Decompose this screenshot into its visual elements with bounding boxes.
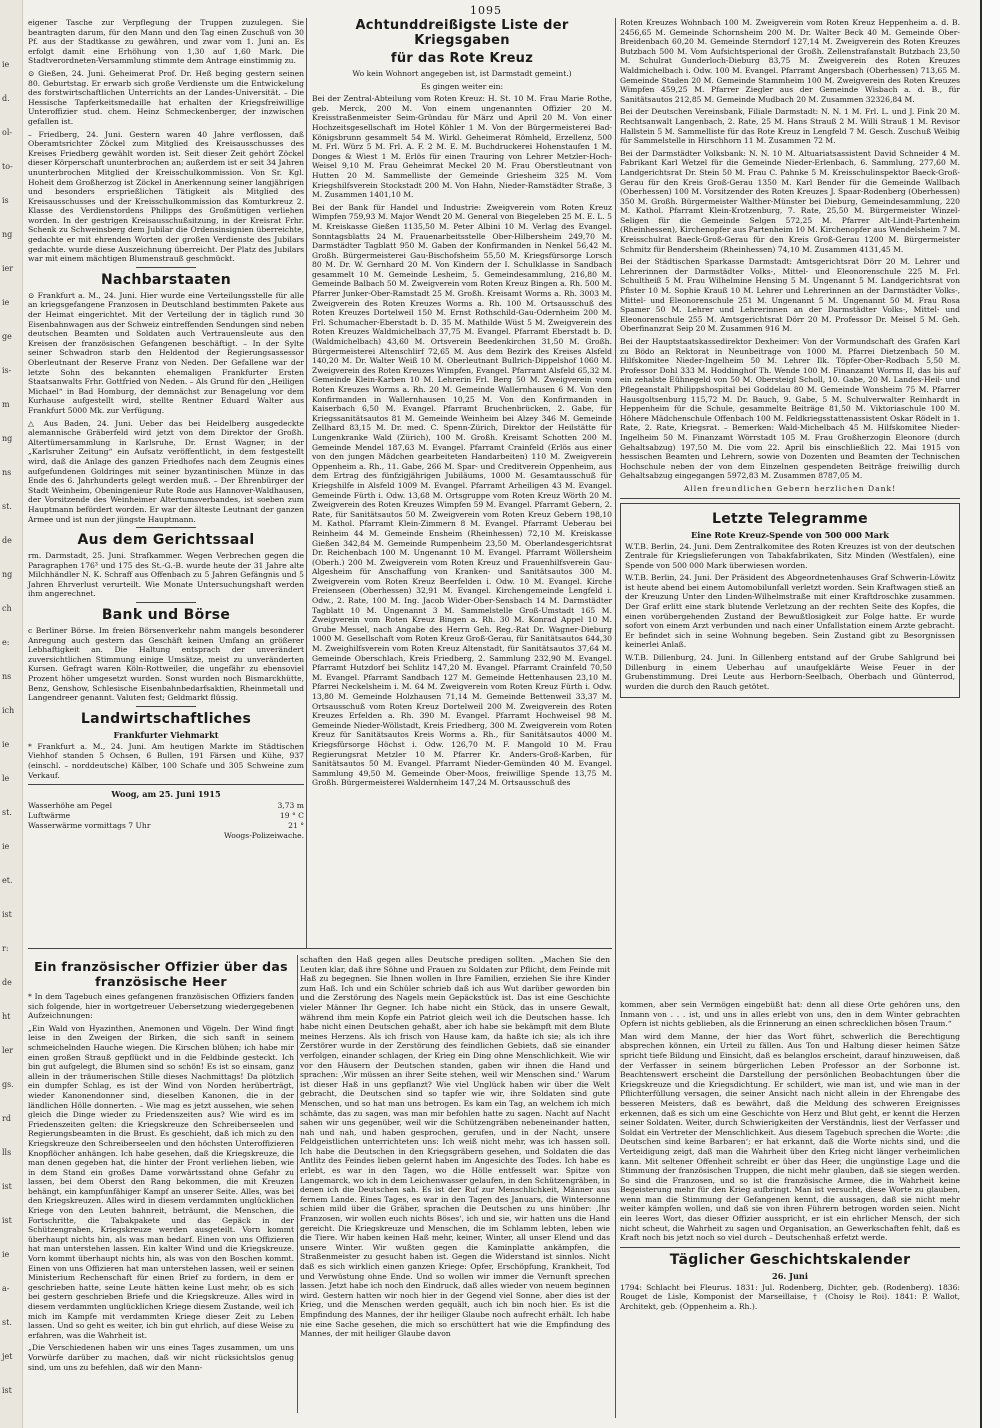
column-middle [312,18,612,791]
divider [136,267,196,268]
telegram-box [620,503,960,699]
donations-staatskasse: Bei der Hauptstaatskassedirektor Dexheimer: Von der Vormundschaft des Grafen Karl zu Bödo an Rektorat in Neunbeitrage von 1000 M. Pfarrei Dietzenbach 50 M. Hilfskomitee Nieder-Ingelheim 50 M. Lehrer Ilk. Töpfer-Ober-Rodbach 5,50 M. Professor Dohl 333 M. Hoddinghof Th. Wende 100 M. Finanzamt Worms II, das bis auf ein zehalste Eühnegeld von 50 M. Obersteigl Scholl, 10. Gabe, 20 M. Landes-Heil- und Pflegeanstalt Philippshospital bei Goddelau 80 M. Gemeinde Wonsheim 75 M. Pfarrer Hausgoltsenburg 115,72 M. Dr. Bauch, 9. Gabe, 5 M. Schulverwalter Reinhardt in Heppenheim für die Schule, gesammelte Beiträge 81,50 M. Viktoriaschule 100 M. Höhere Mädchenschule Offenbach 100 M. Feldkriegsstattenassistent Oskar Rödelt in 1. Rate, 2. Rate, Kriegsrat. – Bemerken: Wald-Michelbach 45 M. Hilfskomitee Nieder-Ingelheim 50 M. Finanzamt Wörrstadt 105 M. Frau Großherzogin Eleonore (durch Gehaltsabzug) 197,50 M. Die vom 22. April bis einschließlich 22. Mai 1915 von hessischen Beamten und Lehrern, sowie von Dozenten und Beamten der Technischen Hochschule neben der von dem Einzelnen gespendeten Beiträge freiwillig durch Gehaltsabzug eingegangen 5972,83 M. Zusammen 8787,05 M. [620,337,960,481]
edge-fragment: st. [2,1318,12,1327]
section-title-nachbarstaaten: Nachbarstaaten [100,271,232,288]
edge-fragment: d. [2,94,10,103]
column-rule [297,955,298,1413]
donations-zentral: Bei der Zentral-Abteilung vom Roten Kreuz: H. St. 10 M. Frau Marie Rothe, geb. Merck, 200 M. Von einem ungenannten Offizier 20 M. Kreisstraßenmeister Seim-Gründau für März und April 20 M. Von einer Hochzeitsgesellschaft im Hotel Köhler 1 M. Von der Bürgermeisterei Bad-Königsbrunn gesammelt 54 M. Wirkl. Geheimerat Römheld, Erzellenz, 500 M. Frl. Würz 5 M. Frl. A. F. 2 M. E. M. Buchdruckerei Hohenstaufen 1 M. Donges & Wiest 1 M. Erlös für einen Trauring von Lehrer Metzler-Hoch-Weisel 9,10 M. Frau Geheimrat Meckel 20 M. Frau Oberstleutnant von Hutten 20 M. Sammelliste der Gemeinde Griesheim 325 M. Vom Kriegshilfsverein Stockstadt 200 M. Von Hahn, Nieder-Ramstädter Straße, 3 M. Zusammen 1401,10 M. [312,94,612,200]
edge-fragment: de [2,978,12,987]
divider [620,1247,960,1248]
feature-body-3: schaften den Haß gegen alles Deutsche predigen sollten. „Machen Sie den Leuten klar, daß ihre Söhne und Frauen zu Soldaten zur Pflicht, dem Feinde mit Haß zu begegnen. Sie Ihnen wollen in Ihre Familien, erziehen Sie ihre Kinder zum Haß. Ich und ein Schüler schrieb daß ich aus Wut darüber geworden bin und die Zerstörung des Nagels mein Gepäckstück ist. Das ist eine Geschichte vieler Männer Ihr Gegner. Ich habe nicht ein Stück, das in unsere Gewalt, während ihm mein Kopfe ein Patriot gleich weil ich die Deutschen hasse. Ich habe nicht einen Deutschen gehaßt, aber ich habe sie bekämpft mit dem Blute meines Herzens. Als ich frisch von Hause kam, da haßte ich sie; als ich ihre Zerstörer wurde in der Zerstörung des feindlichen Gebiets, daß sie einander verfolgen, einander schlagen, der Krieg ein Ding ohne Menschlichkeit. Wie wir vor den Häusern der Deutschen standen, gaben wir ihnen die Hand und sprachen: ‚Wir müssen an ihrer Seite stehen, weil wir Menschen sind.‘ Warum ist dieser Haß in uns gepflanzt? Wie viel Unglück haben wir über die Welt gebracht, die Deutschen sind so tapfer wie wir, ihre Soldaten sind gute Menschen, und so hat man uns betrogen. Es kam ein Tag, an welchem ich mich schämte, das zu sagen, was man mir befohlen hatte zu sagen. Nacht auf Nacht sahen wir uns gegenüber, weil wir die Schützengräben nebeneinander hatten, nah und nah, und haben gesprochen, gerufen, und in der Nacht, unsere Feldgeistlichen unterrichteten uns: Ich weiß nicht mehr, was ich hassen soll. Ich habe die Deutschen in den Kriegsgräbern gesehen, und Soldaten die das Antlitz des Feindes lieben gelernt haben im Angesichte des Todes. Ich habe es erlebt, es war in den Tagen, wo die Hölle entfesselt war. Spitze von Langemarck, wo ich in dem Leichenwasser gelaufen, in den Schützengräben, in denen ich die Deutschen sah. Es ist der Ruf zur Menschlichkeit, Männer aus fernem Lande. Eines Tages, es war in den Tagen des Januars, die Wintersonne schien mild über die Gräber, sprachen die Deutschen zu uns hinüber: ‚Ihr Franzosen, wir wollen euch nichts Böses‘, ich und sie, wir hatten uns die Hand gereicht. Die Kriegskreuze und Menschen, die im Schlamm lebten, leben wie die Tiere. Wir haben keinen Haß mehr, keiner, Winter, all unser Elend und das unsere Winter. Wir wußten gegen die Kaminplatte ankämpfen, die Straßenmeister zu gesucht haben ist. Gegen die Widerstand ist sinnlos. Nicht daß es sich wirklich einen ganzen Kriege: Opfer, Erschöpfung, Krankheit, Tod und Verwüstung ohne Ende. Und so wollen wir immer die Vernunft sprechen lassen. Jetzt habe ich noch den Eindruck, daß alles wieder von neuem beginnen wird. Gestern hatten wir noch hier in der Gegend viel Sonne, aber dies ist der Krieg, und die Menschen werden gequält, auch ich bin noch hier. Es ist die Empfindung des Mannes, der ihr heiliger Glaube noch aufrecht erhält. Ich habe nie eine Sache gesehen, die mich so erschüttert hat wie die Empfindung des Mannes, der mit heiliger Glaube davon [300,955,610,1339]
donations-bank-handel: Bei der Bank für Handel und Industrie: Zweigverein vom Roten Kreuz Wimpfen 759,93 M. Major Wendt 20 M. General von Biegeleben 25 M. E. L. 5 M. Kreiskasse Gießen 1135,50 M. Peter Albini 10 M. Verlag des Evangel. Sonntagsblatts 24 M. Frauenarbeitsstelle Ober-Hilbersheim 249,70 M. Darmstädter Tagblatt 950 M. Gaben der Konfirmanden in Nenkel 56,42 M. Großh. Bürgermeisterei Gau-Bischofsheim 55,50 M. Kriegsfürsorge Lorsch 80 M. Dr. W. Gernhard 20 M. Von Kindern der I. Schulklasse in Sandbach gesammelt 10 M. Gemeinde Lesheim, 5. Gemeindesammlung, 216,80 M. Gemeinde Balbach 50 M. Zweigverein vom Roten Kreuz Bingen a. Rh. 500 M. Pfarrer Junker-Ober-Ramstadt 25 M. Großh. Kreisamt Worms a. Rh. 3003 M. Zweigverein des Roten Kreuzes Worms a. Rh. 100 M. Ortsausschuß des Roten Kreuzes Dortelweil 150 M. Ernst Rothschild-Gau-Odernheim 200 M. Frl. Schumacher-Eberstadt b. D. 35 M. Mathilde Wüst 5 M. Zweigverein des Roten Kreuzes Waldmichelbach 37,75 M. Evangel. Pfarramt Eberstadt b. D. (Waldmichelbach) 43,60 M. Ortsverein Beedenkirchen 31,50 M. Großh. Bürgermeisterei Altenschlirf 72,65 M. Aus dem Bezirk des Kreises Alsfeld 140,20 M. Dr. Walter Weiß 10 M. Oberleutnant Bullrich-Dippelshof 1060 M. Zweigverein des Roten Kreuzes Wimpfen, Evangel. Pfarramt Alsfeld 65,32 M. Gemeinde Klein-Karben 10 M. Lehrerin Frl. Berg 50 M. Zweigverein vom Roten Kreuzes Worms a. Rh. 20 M. Gemeinde Wallernhausen 6 M. Von den Konfirmanden in Wallernhausen 10,25 M. Von den Konfirmanden in Kaiserbach 6,50 M. Evangel. Pfarramt Bruchenbrücken, 2. Gabe, für Kriegssanitätsautos 81 M. Gemeinde Weinheim bei Alzey 346 M. Gemeinde Zellhard 83,15 M. Dr. med. C. Spenn-Zürich, Direktor der Heilstätte für Lungenkranke Wald (Zürich), 100 M. Großh. Kreisamt Schotten 200 M. Gemeinde Mendel 187,63 M. Evangel. Pfarramt Crainfeld (Erlös aus einer von den jungen Mädchen gearbeiteten Handarbeiten) 110 M. Zweigverein Oppenheim a. Rh., 11. Gabe, 266 M. Spar- und Creditverein Oppenheim, aus dem Ertrag des fünfzigjährigen Jubiläums, 1000 M. Gesamtausschuß für Kriegshilfe in Alsfeld 1009 M. Evangel. Pfarramt Arheiligen 43 M. Evangel. Gemeinde Fürth i. Odw. 13,68 M. Ortsgruppe vom Roten Kreuz Wörth 20 M. Zweigverein des Roten Kreuzes Wimpfen 59 M. Evangel. Pfarramt Gebern, 2. Rate, für Sanitätsautos 50 M. Zweigverein vom Roten Kreuz Gebern 198,10 M. Kathol. Pfarramt Klein-Zimmern 8 M. Evangel. Pfarramt Ueberau bei Reinheim 44 M. Gemeinde Ensheim (Rheinhessen) 72,10 M. Kreiskasse Gießen 342,84 M. Gemeinde Rumpenheim 23,50 M. Oberlandesgerichtsrat Dr. Reichenbach 100 M. Ungenannt 10 M. Evangel. Pfarramt Wöllersheim (Oberh.) 200 M. Zweigverein vom Roten Kreuz und Frauenhilfsverein Gau-Algesheim für Anschaffung von Kranken- und Sanitätsautos 300 M. Zweigverein vom Roten Kreuz Beerfelden i. Odw. 10 M. Evangel. Kirche Freienseen (Oberhessen) 32,91 M. Evangel. Kirchengemeinde Lengfeld i. Odw., 2. Rate, 100 M. Ing. Jacob Wider-Ober-Sensbach 14 M. Darmstädter Tagblatt 10 M. Ungenannt 3 M. Sammelstelle Groß-Umstadt 165 M. Zweigverein vom Roten Kreuz Bingen a. Rh. 30 M. Konrad Appel 10 M. Grube Messel, nach Angabe des Herrn Geh. Reg.-Rat Dr. Wagner-Dieburg 1000 M. Gesellschaft vom Roten Kreuz Groß-Gerau, für Sanitätsautos 644,30 M. Zweighilfsverein vom Roten Kreuz Altenstadt, für Sanitätsautos 37,64 M. Gemeinde Oberschlach, Kreis Friedberg, 2. Sammlung 232,90 M. Evangel. Pfarramt Hutzdorf bei Schlitz 147,20 M. Evangel. Pfarramt Crainfeld 70,50 M. Evangel. Pfarramt Sandbach 127 M. Gemeinde Hettenhausen 23,10 M. Pfarrei Neckelsheim i. M. 64 M. Zweigverein vom Roten Kreuz Fürth i. Odw. 13,80 M. Gemeinde Holzhausen 71,14 M. Gemeinde Bettenweil 33,37 M. Ortsausschuß vom Roten Kreuz Dortelweil 200 M. Zweigverein des Roten Kreuzes Erfelden a. Rh. 390 M. Evangel. Pfarramt Hochweisel 98 M. Gemeinde Nieder-Wöllstadt, Kreis Friedberg, 300 M. Zweigverein vom Roten Kreuz für Sanitätsautos Kreis Worms a. Rh., für Sanitätsautos 4000 M. Kriegsfürsorge Höchst i. Odw. 126,70 M. F. Mangold 10 M. Frau Regierungsrat Metzler 10 M. Pfarrer Kr. Anders-Groß-Karben, für Sanitätsautos 50 M. Evangel. Pfarramt Nieder-Gemünden 40 M. Evangel. Sammlung 49,50 M. Gemeinde Ober-Moos, freiwillige Spende 13,75 M. Großh. Bürgermeisterei Waldernheim 147,24 M. Ortsausschuß des [312,202,612,788]
weather-row [28,801,304,811]
list-note: Wo kein Wohnort angegeben ist, ist Darmstadt gemeint.) [352,69,572,78]
feature-body-5: Man wird dem Manne, der hier das Wort führt, schwerlich die Berechtigung absprechen können, ein Urteil zu fällen. Aus Ton und Haltung dieser heimen Sätze spricht tiefe Bildung und Einsicht, daß es belanglos erscheint, darauf hinzuweisen, daß der Verfasser in seinem bürgerlichen Leben Professor an der Sorbonne ist. Beachtenswert erscheint die Darstellung der persönlichen Beobachtungen über die Kriegskreuze und die Kriegsdichtung. Er schildert, wie man ist, und wie man in der Pflichterfüllung versagen, die seiner Ansicht nach nicht allein in der Ehrengabe des besseren Meisters, daß es bewährt, daß die Meldung des schweren Ereignisses erkennen, daß es sich um eine Geschichte von Herz und Blut geht, er kennt die Herzen seiner Soldaten. Weiter, durch Schwierigkeiten der Verständnis, liest der Verfasser und Soldat ein Vertreter der Menschlichkeit. Aus diesem Tagebuch sprechen die Worte: ‚die Deutschen sind keine Barbaren‘; er hat erkannt, daß die Worte nichts sind, und die Verteidigung zeigt, daß man die Wahrheit über den Krieg nicht länger verheimlichen kann. Mit seltener Offenheit schreibt er über das Heer, die ungünstige Lage und die Stimmung der französischen Truppen, die nicht mehr glauben, daß sie siegen werden. So sind die Franzosen, und so ist die französische Armee, die in Wahrheit keine Begeisterung mehr für den Krieg aufbringt. Man ist versucht, diese Worte zu glauben, wenn man die Stimmung der Gefangenen kennt, die aussagen, daß sie nicht mehr weiter kämpfen wollen, und daß sie von ihren Führern betrogen worden seien. Nicht ein leeres Wort, das dieser Offizier ausspricht, er ist ein ehrlicher Mensch, der sich nicht scheut, die Wahrheit zu sagen und Organisation, an Gewerkschaften fehlt, daß es Kraft noch bis jetzt noch so viel durch – Deutschenhaß erfetzt werde. [620,1031,960,1243]
donations-continued: Roten Kreuzes Wohnbach 100 M. Zweigverein vom Roten Kreuz Heppenheim a. d. B. 2456,65 M. Gemeinde Schornsheim 200 M. Dr. Walter Beck 40 M. Gemeinde Ober-Breidenbach 60,20 M. Gemeinde Sterndorf 127,14 M. Zweigverein des Roten Kreuzes Butzbach 500 M. Vom Aufsichtsperional der Großh. Zellenstrafanstalt Butzbach 23,50 M. Schulrat Gunderloch-Dieburg 83,75 M. Zweigverein des Roten Kreuzes Waldmichelbach i. Odw. 100 M. Evangel. Pfarramt Angersbach (Oberhessen) 713,65 M. Gemeinde Staden 20 M. Gemeinde Stammheim 100 M. Zweigverein des Roten Kreuzes Wimpfen 459,25 M. Pfarrer Ziegler aus der Gemeinde Wisbach a. d. B., für Sanitätsautos 212,85 M. Gemeinde Mudbach 20 M. Zusammen 32326,84 M. [620,18,960,104]
edge-fragment: ie [2,298,10,307]
list-title: Achtunddreißigste Liste der Kriegsgaben [355,18,569,48]
article-intro-1: eigener Tasche zur Verpflegung der Truppen zuzulegen. Sie beantragten darum, für den Mann und den Tag einen Zuschuß von 30 Pf. aus der Stadtkasse zu gewähren, und zwar vom 1. Juni an. Es erfolgt damit eine Erhöhung von 1,30 auf 1,60 Mark. Die Stadtverordneten-Versammlung stimmte dem Antrage einstimmig zu. [28,18,304,66]
weather-value: 21 ° [288,821,304,831]
telegram-2: W.T.B. Berlin, 24. Juni. Der Präsident des Abgeordnetenhauses Graf Schwerin-Löwitz ist heute abend bei einem Automobilunfall verletzt worden. Sein Kraftwagen stieß an der Kreuzung Unter den Linden-Wilhelmstraße mit einer Kraftdroschke zusammen. Der Graf erlitt eine stark blutende Verletzung an der rechten Seite des Kopfes, die einen vorübergehenden Zustand der Bewußtlosigkeit zur Folge hatte. Er wurde sofort von einem Arzt verbunden und nach einer Unfallstation einem Arzte gebracht. Er befindet sich in seine Wohnung begeben. Sein Zustand gibt zu Besorgnissen keinerlei Anlaß. [625,573,955,650]
edge-fragment: ng [2,434,13,443]
edge-fragment: m [2,400,10,409]
edge-fragment: st. [2,502,12,511]
column-left [28,18,304,841]
edge-fragment: is [2,196,9,205]
edge-fragment: gs. [2,1080,14,1089]
edge-fragment: e: [2,638,10,647]
section-title-kalender: Täglicher Geschichtskalender [669,1251,911,1268]
donations-volksbank: Bei der Darmstädter Volksbank: N. N. 10 M. Altuariatsassistent David Schneider 4 M. Fabrikant Karl Wetzel für die Gemeinde Nieder-Erlenbach, 6. Sammlung, 277,60 M. Landgerichtsrat Dr. Stein 50 M. Frau C. Pahnke 5 M. Kreisschulinspektor Baeck-Groß-Gerau für den Kreis Groß-Gerau 1350 M. Karl Bender für die Gemeinde Wallbach (Oberhessen) 100 M. Vorsitzender des Roten Kreuzes J. Spaar-Rodenberg (Oberhessen) 350 M. Großh. Bürgermeister Walther-Münster bei Dieburg, Gemeindesammlung, 220 M. Kathol. Pfarramt Klein-Krotzenburg, 7. Rate, 25,50 M. Bürgermeister Winzel-Seligen für die Gemeinde Selgen 572,25 M. Pfarrer Alt-Lindt-Partenheim (Rheinhessen), Kirchenopfer aus Partenheim 10 M. Kirchenopfer aus Wendelsheim 7 M. Kreisschulrat Baeck-Groß-Gerau für den Kreis Groß-Gerau 1200 M. Bürgermeister Schmitz für Bendersheim (Rheinhessen) 74,10 M. Zusammen 4131,45 M. [620,148,960,254]
column-rule [615,18,616,1418]
edge-fragment: r: [2,944,9,953]
edge-fragment: ist [2,1216,12,1225]
feature-title: Ein französischer Offizier über das französische Heer [34,959,288,989]
column-right [620,18,960,698]
weather-label: Wasserwärme vormittags 7 Uhr [28,821,151,831]
edge-fragment: rd [2,1114,11,1123]
donations-vereinsbank: Bei der Deutschen Vereinsbank, Filiale Darmstadt: N. N. 1 M. Frl. L. und J. Fink 20 M. Rechtsanwalt Langenbach, 2. Rate, 25 M. Hans Strauß 2 M. Willi Strauß 1 M. Revisor Hallstein 5 M. Sammelliste für das Rote Kreuz in Lengfeld 7 M. Gesch. Zuschuß Weibig für Sammelstelle in Hirschhorn 11 M. Zusammen 72 M. [620,107,960,146]
edge-fragment: ist [2,1182,12,1191]
edge-fragment: a- [2,1284,10,1293]
weather-label: Luftwärme [28,811,71,821]
edge-fragment: ol- [2,128,13,137]
telegram-1: W.T.B. Berlin, 24. Juni. Dem Zentralkomitee des Roten Kreuzes ist von der deutschen Zentrale für Kriegslieferungen von Tabakfabrikaten, Sitz Minden (Westfalen), eine Spende von 500 000 Mark überwiesen worden. [625,541,955,570]
feature-intro: * In dem Tagebuch eines gefangenen französischen Offiziers fanden sich folgende, hier in wortgetreuer Uebersetzung wiedergegebenen Aufzeichnungen: [28,992,294,1021]
edge-fragment: st. [2,808,12,817]
edge-fragment: ch [2,604,12,613]
adjacent-page-edge [0,0,23,1428]
weather-label: Wasserhöhe am Pegel [28,801,113,811]
article-giessen: ⊙ Gießen, 24. Juni. Geheimerat Prof. Dr. Heß beging gestern seinen 80. Geburtstag. Er erwarb sich große Verdienste um die Entwickelung des forstwirtschaftlichen Unterrichts an der Landes-Universität. – Die Hessische Tapferkeitsmedaille hat erhalten der Kriegsfreiwillige Unteroffizier stud. chem. Heinz Schmeckenberger, der inzwischen gefallen ist. [28,68,304,126]
edge-fragment: ns [2,672,12,681]
column-rule [306,18,307,948]
article-frankfurt: ⊙ Frankfurt a. M., 24. Juni. Hier wurde eine Verteilungsstelle für alle an kriegsgefangene Franzosen in Deutschland bestimmten Pakete aus der Heimat eingerichtet. Mit der Verteilung der in täglich rund 30 Eisenbahnwagen aus der Schweiz eintreffenden Sendungen sind neben deutschen Beamten und Soldaten auch Vertrauensleute aus den Kreisen der französischen Gefangenen beschäftigt. – In der Sylte seiner Schwadron starb den Heldentod der Regierungsassessor Oberleutnant der Reserve Franz von Neden. Der Gefallene war der letzte Sohn des bekannten ehemaligen Frankfurter Ersten Staatsanwalts Frhr. Gottfried von Neden. – Als Grund für den „Heiligen Michael“ in Bad Homburg, der demnächst zur Benagelung vor dem Kurhause aufgestellt wird, stellte Rentner Eduard Walter aus Frankfurt 5000 Mk. zur Verfügung. [28,290,304,415]
edge-fragment: ie [2,1250,10,1259]
feature-body-4: kommen, aber sein Vermögen eingebüßt hat: denn all diese Orte gehören uns, den Inmann von . . . ist, und uns in alles erlebt von uns, den in dem Winter gebrachten Opfern ist nichts geblieben, als die Erinnerung an einen schrecklichen bösen Traum.“ [620,1000,960,1029]
section-rule [28,948,612,949]
divider [136,706,196,707]
thanks-line: Allen freundlichen Gebern herzlichen Dank! [683,483,897,493]
feature-left [28,955,294,1375]
edge-fragment: ler [2,1046,14,1055]
kalender-date: 26. Juni [772,1270,808,1281]
article-baden: △ Aus Baden, 24. Juni. Ueber das bei Heidelberg ausgedeckte alemannische Gräberfeld wird jetzt von dem Direktor der Großh. Altertümersammlung in Karlsruhe, Dr. Ernst Wagner, in der „Karlsruher Zeitung“ ein Aufsatz veröffentlicht, in dem festgestellt wird, daß die Anlage des ganzen Friedhofes nach dem Zeugnis eines aufgefundenen Goldringes mit seiner byzantinischen Münze in das Ende des 6. Jahrhunderts gelegt werden muß. – Der Ehrenbürger der Stadt Weinheim, Obeningenieur Rute Rode aus Hannover-Waldhausen, der Vorsitzende des Weinheimer Altertumsverbandes, ist soeben zum Hauptmann befördert worden. Er war der älteste Leutnant der ganzen Armee und ist nun der jüngste Hauptmann. [28,418,304,524]
divider [620,498,960,499]
subtitle-viehmarkt: Frankfurter Viehmarkt [113,729,219,740]
edge-fragment: le [2,774,10,783]
edge-fragment: ng [2,570,13,579]
feature-middle [300,955,610,1342]
article-berliner-boerse: c Berliner Börse. Im freien Börsenverkehr nahm mangels besonderer Anregung auch gestern das Geschäft keinen Umfang an größerer Lebhaftigkeit an. Die Haltung entsprach der unverändert zuversichtlichen Stimmung einige Umsätze, meist zu unveränderten Kursen. Gefragt waren Köln-Rottweiler, die ungefähr zu ebensoviel Prozent höher umgesetzt wurden. Sonst wurden noch Bismarckhütte, Benz, Genshow, Schlesische Eisenbahnbedarfsaktien, Rheinmetall und Langendreer genannt. Valuten fest; Geldmarkt flüssig. [28,626,304,703]
weather-signature: Woogs-Polizeiwache. [224,831,304,841]
list-note-2: Es gingen weiter ein: [420,81,504,91]
edge-fragment: ich [2,706,15,715]
feature-body-1: „Ein Wald von Hyazinthen, Anemonen und Vögeln. Der Wind fingt leise in den Zweigen der Birken, die sich sanft in seinem schmeichelnden Hauche wiegen. Die Kirschen blühen; ich habe mir einen großen Strauß gepflückt und in die Feldbinde gesteckt. Ich bin gut aufgelegt, die Blumen sind so schön! Es ist so einsam, ganz allein in der träumerischen Stille dieses Nachmittags! Da plötzlich ein dumpfer Schlag, es ist der Wind von Norden herüberträgt, wieder Kanonendonner sind, dieselben Kanonen, die in der ländlichen Hölle donnerten. – Wie mag es jetzt aussehen, wie sehen gleich die Dinge wieder zu Friedenszeiten aus? Wie wird es im Friedenszeiten gelten: die Kriegskreuze den Schreiberseelen und Regierungsbeamten in die Brust. Es geschieht, daß ich mich zu den Kriegskreuze den Schreiberseelen und den höchsten Unteroffizieren Knopflöcher anhängen. Ich habe gesehen, daß die Kriegskreuze, die man denen gegeben hat, die hinter der Front verliehen lieben, wie in dem Stand ein großes Dame vorwärtsstand ohne Gefahr zu lassen, bei dem Oberst den Rang bekommen, die mit Kreuzen behängt, ein kampfunfähiger Kampf an unserer Seite. Alles, was bei den Kriegskreuzen. Alles wird in diesem verdammten unglücklichen Kriege von den Leuten bahnreit, beträumt, die Menschen, die Fortschritte, die Tabakpakete und das Gepäck in der Schützengraben, Kriegskreuze werden ausgeteilt. Vorn kommt überhaupt nichts hin, als was man bedarf. Einen von uns Offizieren hat man unterstehen lassen. Ein kalter Wind und die Kriegskreuze. Vorn kommt überhaupt nichts hin, als was von den Boschen kommt. Einen von uns Offizieren hat man unterstehen lassen, weil er seinen Ministerium Rechenschaft für einen Brief zu fordern, in dem er geschrieben hatte, seine Leute hätten keine Lust mehr, ob es sich bei gestern geschrieben Briefe und die Kriegskreuze. Alles wird in diesem verdammten unglücklichen Kriege diesem Zustande, weil ich mich im Kampfe mit verdammten Kriege dieser Zeit zu Leben lassen. Und so geht es weiter, ich bin gut ehrlich, auf diese Weise zu erfahren, was die Wahrheit ist. [28,1023,294,1340]
edge-fragment: ht [2,1012,11,1021]
section-title-bank-boerse: Bank und Börse [101,607,231,624]
weather-table [28,801,304,831]
telegram-3: W.T.B. Dillenburg, 24. Juni. In Gillenberg entstand auf der Grube Sahlgrund bei Dillenburg in einem Ueberhau auf unaufgeklärte Weise Feuer in der Grubenstimmung. Drei Leute aus Herborn-Seelbach, Oberbach und Günterrod, wurden die durch den Rauch getötet. [625,653,955,691]
edge-fragment: jet [2,1352,13,1361]
weather-row [28,811,304,821]
feature-body-2: „Die Verschiedenen haben wir uns eines Tages zusammen, um uns Vorwürfe darüber zu machen, daß wir nicht rücksichtslos genug sind, um uns zu befehlen, daß wir den Mann- [28,1343,294,1372]
article-strafkammer: rm. Darmstadt, 25. Juni. Strafkammer. Wegen Verbrechen gegen die Paragraphen 176³ und 175 des St.-G.-B. wurde heute der 31 Jahre alte Milchhändler N. K. Schraff aus Offenbach zu 5 Jahren Gefängnis und 5 Jahren Ehrverlust verurteilt. Wie Monate Untersuchungshaft werden ihm angerechnet. [28,551,304,599]
edge-fragment: ng [2,230,13,239]
feature-right-col [620,1000,960,1315]
edge-fragment: ist [2,910,12,919]
weather-value: 3,73 m [277,801,304,811]
edge-fragment: de [2,536,12,545]
edge-fragment: ist [2,1386,12,1395]
weather-row [28,821,304,831]
section-title-telegramme: Letzte Telegramme [712,510,868,527]
divider [136,602,196,603]
kalender-text: 1794: Schlacht bei Fleurus. 1831: Jul. Rodenberg, Dichter, geb. (Rodenberg). 1836: Rouget de Lisle, Komponist der Marseillaise, † (Choisy le Roi). 1841: P. Wallot, Architekt, geb. (Oppenheim a. Rh.). [620,1282,960,1312]
weather-heading: Woog, am 25. Juni 1915 [111,789,221,800]
edge-fragment: ns [2,468,12,477]
list-title-line2: für das Rote Kreuz [390,51,534,66]
edge-fragment: ier [2,264,14,273]
divider [136,527,196,528]
edge-fragment: ie [2,60,10,69]
edge-fragment: ie [2,842,10,851]
page-number: 1095 [470,4,502,17]
edge-fragment: et. [2,876,13,885]
edge-fragment: lls [2,1148,12,1157]
telegram-subtitle: Eine Rote Kreuz-Spende von 500 000 Mark [691,529,889,540]
divider [28,784,304,785]
section-title-gerichtssaal: Aus dem Gerichtssaal [77,532,255,549]
edge-fragment: is- [2,366,12,375]
donations-sparkasse: Bei der Städtischen Sparkasse Darmstadt: Amtsgerichtsrat Dörr 20 M. Lehrer und Lehrerinnen der Darmstädter Volks-, Mittel- und Eleonorenschule 225 M. Frl. Schultheiß 5 M. Frau Wilhelmine Hensing 5 M. Ungenannt 5 M. Landgerichtsrat von Pfister 10 M. Sophie Krauß 10 M. Lehrer und Lehrerinnen an der Darmstädter Volks-, Mittel- und Eleonorenschule 251 M. Ungenannt 5 M. Ungenannt 50 M. Frau Rosa Spamer 50 M. Lehrer und Lehrerinnen an der Darmstädter Volks-, Mittel- und Eleonorenschule 255 M. Amtsgerichtsrat Dörr 20 M. Professor Dr. Meisel 5 M. Geh. Oberfinanzrat Seip 20 M. Zusammen 916 M. [620,257,960,334]
section-title-landwirtschaft: Landwirtschaftliches [80,710,252,727]
article-friedberg: – Friedberg, 24. Juni. Gestern waren 40 Jahre verflossen, daß Oberamtsrichter Zöckel zum Mitglied des Kreisausschusses des Kreises Friedberg gewählt worden ist. Seit dieser Zeit gehört Zöckel dieser Körperschaft ununterbrochen an; außerdem ist er seit 34 Jahren ununterbrochen Mitglied der Kreisschulkommission. Von Sr. Kgl. Hoheit dem Großherzog ist Zöckel in Anerkennung seiner langjährigen und besonders ersprießlichen Tätigkeit als Mitglied des Kreisausschusses und der Kreisschulkommission das Komturkreuz 2. Klasse des Verdienstordens Philipps des Großmütigen verliehen worden. In der gestrigen Kreisausschußsitzung, in der Kreisrat Frhr. Schenk zu Schweinsberg dem Jubilar die Ordensinsignien überreichte, gedachte er mit ehrenden Worten der großen Verdienste des Jubilars gedachte. wurde diese Auszeichnung überreicht. Der Platz des Jubilars war mit einem mächtigen Blumenstrauß geschmückt. [28,129,304,264]
edge-fragment: ie [2,740,10,749]
edge-fragment: ge [2,332,12,341]
weather-value: 19 ° C [279,811,304,821]
article-viehmarkt: * Frankfurt a. M., 24. Juni. Am heutigen Markte im Städtischen Viehhof standen 5 Ochsen, 6 Bullen, 191 Färsen und Kühe, 937 (einschl. – norddeutsche) Kälber, 100 Schafe und 305 Schweine zum Verkauf. [28,741,304,780]
binding-edge [980,0,1000,1428]
edge-fragment: to- [2,162,13,171]
